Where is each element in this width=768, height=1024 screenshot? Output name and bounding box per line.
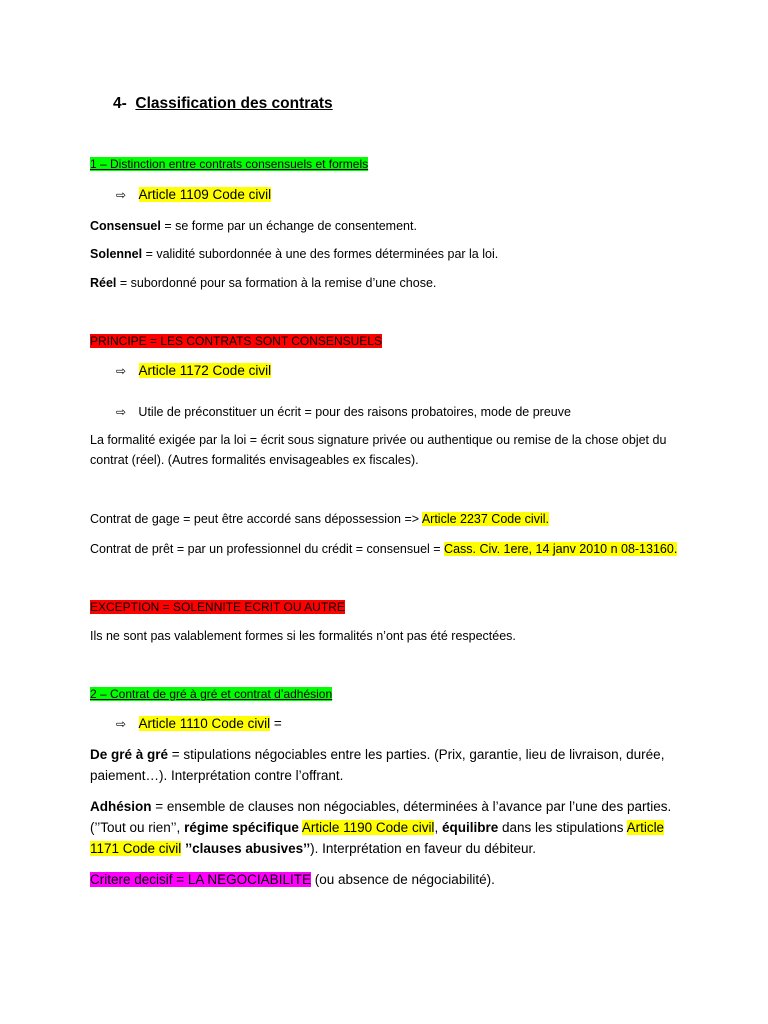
right-arrow-icon: ⇨ <box>115 364 127 378</box>
section2-article-line <box>114 715 282 733</box>
adhesion-line-2 <box>90 819 664 837</box>
gage-line <box>90 510 549 528</box>
reel-line <box>90 274 436 292</box>
principe-heading <box>90 332 382 350</box>
solennel-label: Solennel <box>90 247 143 261</box>
gage-ref: Article 2237 Code civil. <box>421 512 549 526</box>
gage-text: Contrat de gage = peut être accordé sans dépossession => <box>90 512 422 526</box>
gre-text-1: = stipulations négociables entre les parties. (Prix, garantie, lieu de livraison, durée, <box>168 747 665 762</box>
adhesion-text-1: = ensemble de clauses non négociables, déterminées à l’avance par l’une des parties. <box>151 799 672 814</box>
title-text: Classification des contrats <box>135 95 333 112</box>
principe-article-line <box>114 362 271 380</box>
principe-heading-text: PRINCIPE = LES CONTRATS SONT CONSENSUELS <box>90 334 382 348</box>
consensuel-line <box>90 217 417 235</box>
right-arrow-icon: ⇨ <box>115 717 127 731</box>
critere-line <box>90 871 495 889</box>
exception-heading-text: EXCEPTION = SOLENNITE ECRIT OU AUTRE <box>90 600 345 614</box>
section1-heading-text: 1 – Distinction entre contrats consensuels et formels <box>90 157 369 171</box>
pret-ref: Cass. Civ. 1ere, 14 janv 2010 n 08-13160. <box>444 542 678 556</box>
gre-label: De gré à gré <box>90 747 169 762</box>
right-arrow-icon: ⇨ <box>115 188 127 202</box>
principe-note-line <box>114 403 571 421</box>
adhesion-3b: ’’clauses abusives’’ <box>181 841 311 856</box>
adhesion-line-1 <box>90 798 671 816</box>
principe-article: Article 1172 Code civil <box>138 363 272 378</box>
exception-heading <box>90 598 345 616</box>
section2-article-suffix: = <box>270 716 282 731</box>
critere-text: (ou absence de négociabilité). <box>310 872 495 887</box>
principe-note: Utile de préconstituer un écrit = pour des raisons probatoires, mode de preuve <box>138 405 571 419</box>
adhesion-3c: ). Interprétation en faveur du débiteur. <box>310 841 537 856</box>
adhesion-2f: dans les stipulations <box>498 820 627 835</box>
solennel-text: = validité subordonnée à une des formes déterminées par la loi. <box>142 247 499 261</box>
adhesion-line-3 <box>90 840 536 858</box>
critere-label: Critere decisif = LA NEGOCIABILITE <box>90 872 311 887</box>
pret-line <box>90 540 677 558</box>
section1-article-line <box>114 186 271 204</box>
adhesion-ref-1171-b: 1171 Code civil <box>90 841 182 856</box>
gre-line-2: paiement…). Interprétation contre l’offrant. <box>90 768 344 783</box>
consensuel-label: Consensuel <box>90 219 161 233</box>
formalite-line-2: contrat (réel). (Autres formalités envisageables ex fiscales). <box>90 453 419 467</box>
adhesion-2b: régime spécifique <box>184 820 299 835</box>
adhesion-2e: équilibre <box>441 820 499 835</box>
consensuel-text: = se forme par un échange de consentement. <box>160 219 417 233</box>
reel-label: Réel <box>90 276 117 290</box>
adhesion-2a: (’’Tout ou rien’’, <box>90 820 185 835</box>
gre-line-1 <box>90 746 664 764</box>
section2-article: Article 1110 Code civil <box>138 716 271 731</box>
adhesion-label: Adhésion <box>90 799 152 814</box>
adhesion-ref-1171-a: Article <box>626 820 665 835</box>
section1-article: Article 1109 Code civil <box>138 187 272 202</box>
section2-heading-text: 2 – Contrat de gré à gré et contrat d’adhésion <box>90 687 333 701</box>
pret-text: Contrat de prêt = par un professionnel du crédit = consensuel = <box>90 542 445 556</box>
page-title <box>113 95 333 113</box>
solennel-line <box>90 245 498 263</box>
adhesion-ref-1190: Article 1190 Code civil <box>301 820 435 835</box>
reel-text: = subordonné pour sa formation à la remise d’une chose. <box>116 276 437 290</box>
adhesion-2d: , <box>434 820 442 835</box>
section1-heading <box>90 155 368 173</box>
right-arrow-icon: ⇨ <box>115 405 127 419</box>
exception-text: Ils ne sont pas valablement formes si les formalités n’ont pas été respectées. <box>90 629 516 643</box>
section2-heading <box>90 685 332 703</box>
formalite-line-1: La formalité exigée par la loi = écrit sous signature privée ou authentique ou remise de la chose objet du <box>90 433 667 447</box>
title-number: 4- <box>113 95 127 112</box>
